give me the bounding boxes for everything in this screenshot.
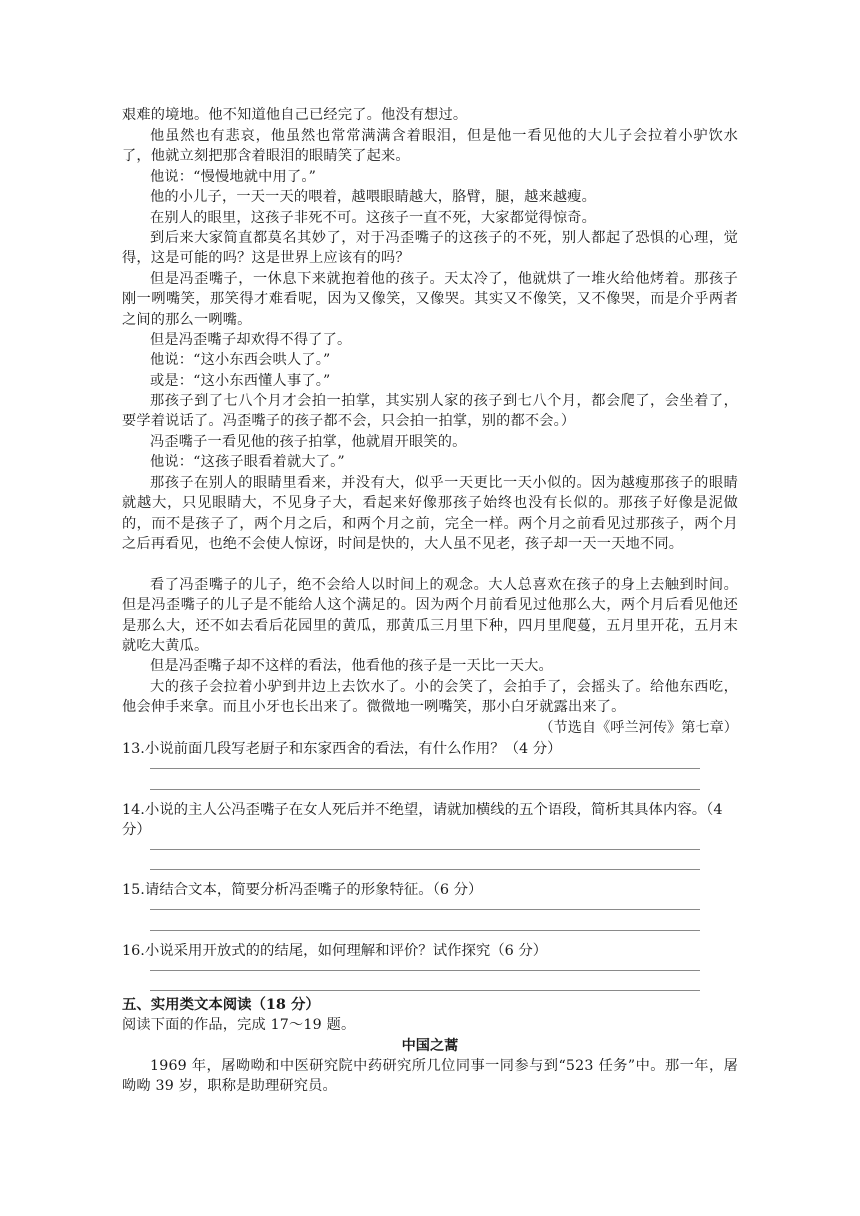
story-paragraph: 那孩子到了七八个月才会拍一拍掌，其实别人家的孩子到七八个月，都会爬了，会坐着了，要学着说话了。冯歪嘴子的孩子都不会，只会拍一拍掌，别的都不会。） bbox=[122, 393, 738, 430]
section-instruction: 阅读下面的作品，完成 17～19 题。 bbox=[122, 1017, 356, 1033]
story-paragraph: 但是冯歪嘴子，一休息下来就抱着他的孩子。天太冷了，他就烘了一堆火给他烤着。那孩子刚一咧嘴笑，那笑得才难看呢，因为又像笑，又像哭。其实又不像笑，又不像哭，而是介乎两者之间的那么一咧嘴。 bbox=[122, 271, 738, 328]
story-paragraph: 冯歪嘴子一看见他的孩子拍掌，他就眉开眼笑的。 bbox=[150, 434, 467, 450]
section-heading: 五、实用类文本阅读（18 分） bbox=[122, 996, 320, 1013]
story-paragraph: 艰难的境地。他不知道他自己已经完了。他没有想过。 bbox=[122, 107, 468, 123]
story-paragraph: 在别人的眼里，这孩子非死不可。这孩子一直不死，大家都觉得惊奇。 bbox=[150, 210, 597, 226]
story-paragraph: 看了冯歪嘴子的儿子，绝不会给人以时间上的观念。大人总喜欢在孩子的身上去触到时间。但是冯歪嘴子的儿子是不能给人这个满足的。因为两个月前看见过他那么大，两个月后看见他还是那么大，还不如去看后花园里的黄瓜，那黄瓜三月里下种，四月里爬蔓，五月里开花，五月末就吃大黄瓜。 bbox=[122, 577, 738, 655]
article-title: 中国之蒿 bbox=[401, 1038, 459, 1054]
answer-line bbox=[150, 990, 700, 991]
story-paragraph: 大的孩子会拉着小驴到井边上去饮水了。小的会笑了，会拍手了，会摇头了。给他东西吃，他会伸手来拿。而且小牙也长出来了。微微地一咧嘴笑，那小白牙就露出来了。 bbox=[122, 679, 738, 716]
story-paragraph: 他说：“这小东西会哄人了。” bbox=[150, 352, 331, 368]
answer-line bbox=[150, 869, 700, 870]
story-paragraph: 但是冯歪嘴子却不这样的看法，他看他的孩子是一天比一天大。 bbox=[150, 658, 553, 674]
answer-line bbox=[150, 849, 700, 850]
question-16: 16.小说采用开放式的的结尾，如何理解和评价？试作探究（6 分） bbox=[122, 943, 548, 959]
story-paragraph: 他虽然也有悲哀，他虽然也常常满满含着眼泪，但是他一看见他的大儿子会拉着小驴饮水了，他就立刻把那含着眼泪的眼睛笑了起来。 bbox=[122, 128, 738, 165]
source-citation: （节选自《呼兰河传》第七章） bbox=[539, 720, 738, 736]
question-15: 15.请结合文本，简要分析冯歪嘴子的形象特征。（6 分） bbox=[122, 882, 483, 898]
story-paragraph: 那孩子在别人的眼睛里看来，并没有大，似乎一天更比一天小似的。因为越瘦那孩子的眼睛就越大，只见眼睛大，不见身子大，看起来好像那孩子始终也没有长似的。那孩子好像是泥做的，而不是孩子了，两个月之后，和两个月之前，完全一样。两个月之前看见过那孩子，两个月之后再看见，也绝不会使人惊讶，时间是快的，大人虽不见老，孩子却一天一天地不同。 bbox=[122, 475, 738, 553]
story-paragraph: 他说：“这孩子眼看着就大了。” bbox=[150, 454, 345, 470]
story-paragraph: 他说：“慢慢地就中用了。” bbox=[150, 169, 317, 185]
story-paragraph: 到后来大家简直都莫名其妙了，对于冯歪嘴子的这孩子的不死，别人都起了恐惧的心理，觉得，这是可能的吗？这是世界上应该有的吗？ bbox=[122, 230, 738, 267]
question-14: 14.小说的主人公冯歪嘴子在女人死后并不绝望，请就加横线的五个语段，简析其具体内容。（4 分） bbox=[122, 802, 723, 839]
story-paragraph: 或是：“这小东西懂人事了。” bbox=[150, 373, 331, 389]
answer-line bbox=[150, 930, 700, 931]
story-paragraph: 但是冯歪嘴子却欢得不得了了。 bbox=[150, 332, 352, 348]
answer-line bbox=[150, 970, 700, 971]
story-paragraph: 他的小儿子，一天一天的喂着，越喂眼睛越大，胳臂，腿，越来越瘦。 bbox=[150, 189, 597, 205]
question-13: 13.小说前面几段写老厨子和东家西舍的看法，有什么作用？（4 分） bbox=[122, 741, 562, 757]
article-paragraph: 1969 年，屠呦呦和中医研究院中药研究所几位同事一同参与到“523 任务”中。那一年，屠呦呦 39 岁，职称是助理研究员。 bbox=[122, 1058, 738, 1095]
answer-line bbox=[150, 909, 700, 910]
answer-line bbox=[150, 768, 700, 769]
answer-line bbox=[150, 789, 700, 790]
